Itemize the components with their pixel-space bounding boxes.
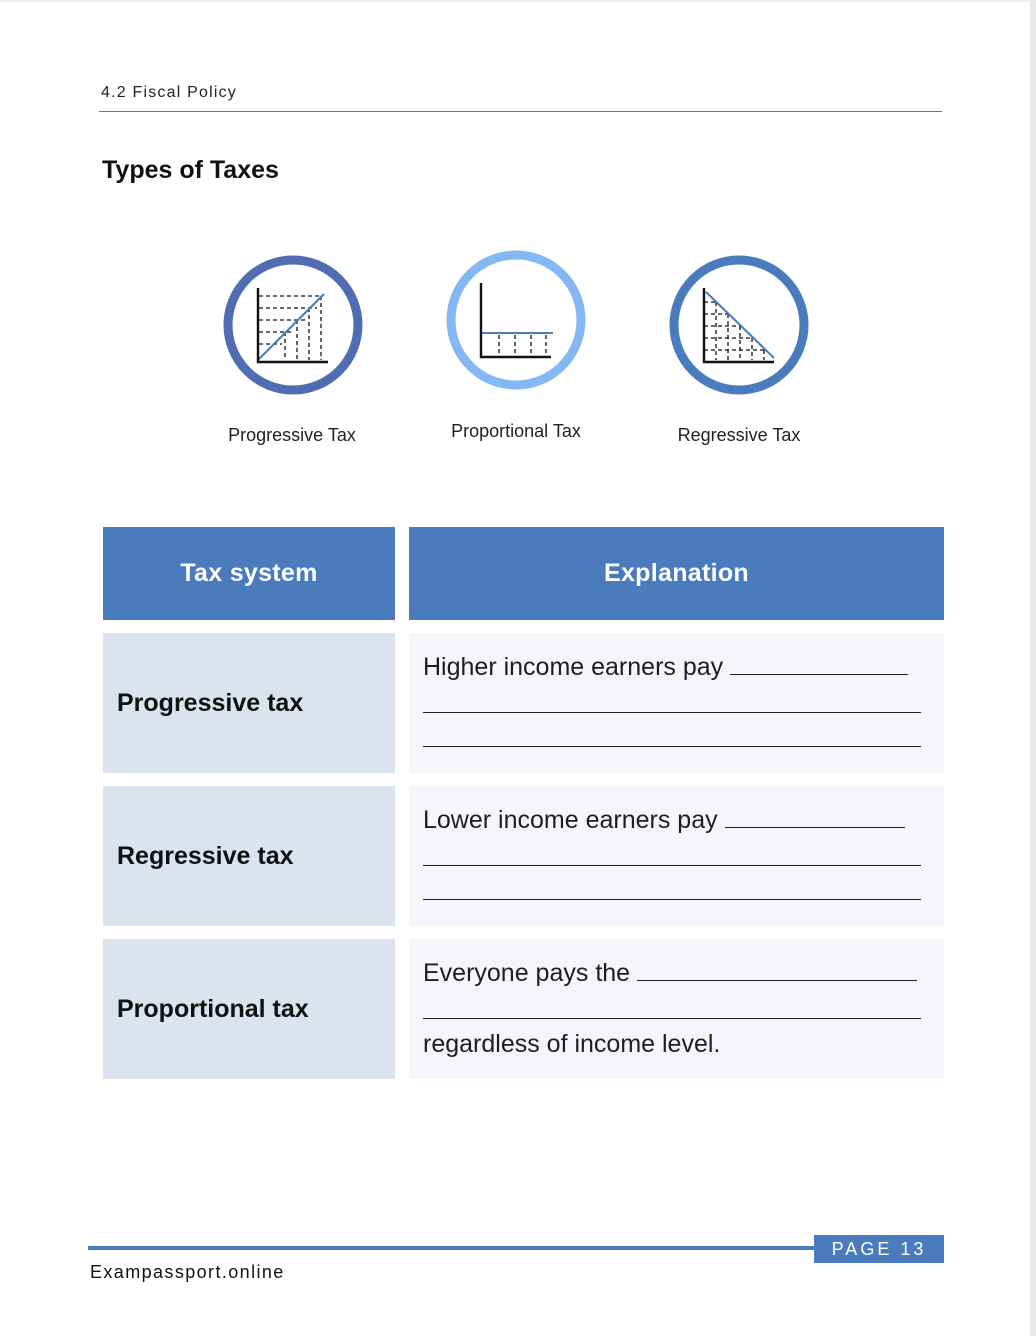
section-label: 4.2 Fiscal Policy	[101, 84, 237, 101]
icon-label-regressive: Regressive Tax	[677, 425, 801, 445]
row-progressive-system: Progressive tax	[103, 633, 395, 773]
answer-blank[interactable]	[423, 712, 921, 713]
footer-site: Exampassport.online	[90, 1262, 285, 1282]
answer-blank[interactable]	[423, 746, 921, 747]
page-number-badge: PAGE 13	[814, 1235, 944, 1263]
page-right-edge	[1030, 0, 1036, 1336]
explanation-closing-text: regardless of income level.	[423, 1030, 721, 1058]
explanation-text: Higher income earners pay	[423, 653, 724, 681]
icon-label-progressive: Progressive Tax	[228, 425, 356, 445]
header-explanation: Explanation	[409, 527, 944, 620]
footer-rule	[88, 1246, 814, 1250]
row-proportional-explanation	[409, 939, 944, 1079]
header-rule	[99, 111, 942, 112]
answer-blank[interactable]	[730, 656, 908, 675]
regressive-tax-icon	[666, 252, 812, 398]
explanation-line	[423, 806, 905, 835]
answer-blank[interactable]	[637, 962, 917, 981]
page-top-border	[0, 0, 1036, 2]
row-regressive-explanation	[409, 786, 944, 926]
row-regressive-system: Regressive tax	[103, 786, 395, 926]
row-progressive-explanation	[409, 633, 944, 773]
answer-blank[interactable]	[423, 899, 921, 900]
answer-blank[interactable]	[423, 1018, 921, 1019]
explanation-line	[423, 959, 917, 988]
progressive-tax-icon	[220, 252, 366, 398]
explanation-text: Everyone pays the	[423, 959, 631, 987]
explanation-text: Lower income earners pay	[423, 806, 718, 834]
answer-blank[interactable]	[725, 809, 905, 828]
proportional-tax-icon	[443, 247, 589, 393]
page-title: Types of Taxes	[102, 156, 279, 184]
header-tax-system: Tax system	[103, 527, 395, 620]
icon-label-proportional: Proportional Tax	[451, 421, 581, 441]
row-proportional-system: Proportional tax	[103, 939, 395, 1079]
answer-blank[interactable]	[423, 865, 921, 866]
explanation-line	[423, 653, 908, 682]
